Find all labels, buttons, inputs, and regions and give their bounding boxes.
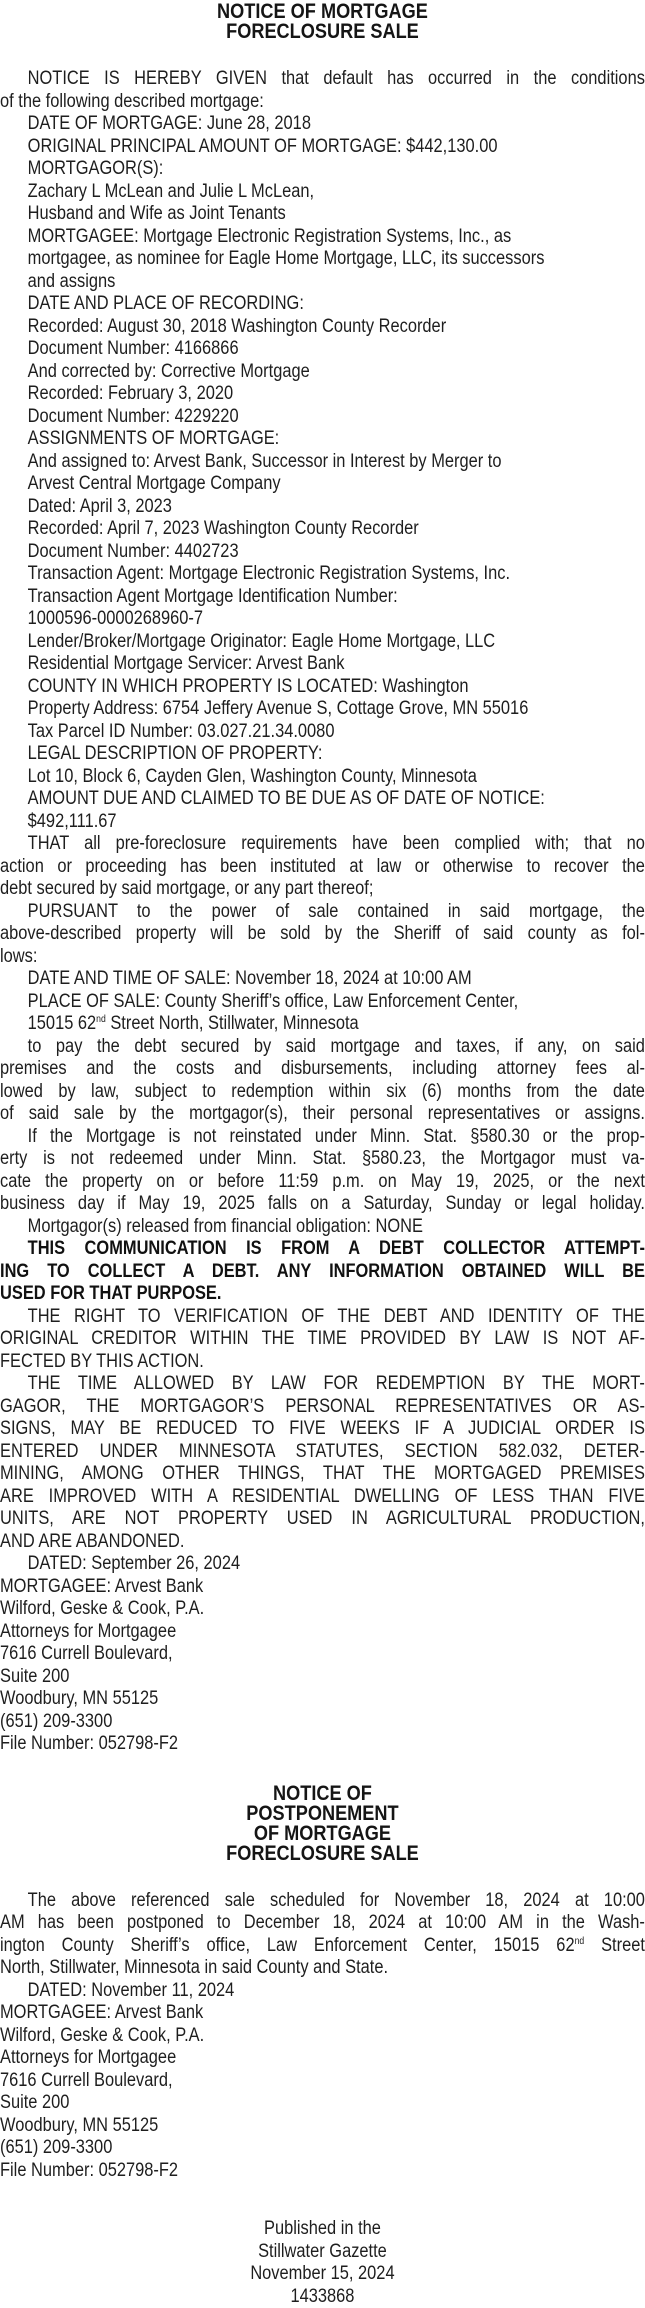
recording-label: DATE AND PLACE OF RECORDING:	[0, 293, 645, 316]
publication-line: Stillwater Gazette	[0, 2241, 645, 2264]
title-line: POSTPONEMENT	[0, 1804, 645, 1824]
verification-line: THE RIGHT TO VERIFICATION OF THE DEBT AND IDENTITY OF THE	[0, 1306, 645, 1329]
debt-collector-line: THIS COMMUNICATION IS FROM A DEBT COLLECTOR ATTEMPT-	[0, 1238, 645, 1261]
recording-line: Recorded: August 30, 2018 Washington County Recorder	[0, 316, 645, 339]
redemption-line: THE TIME ALLOWED BY LAW FOR REDEMPTION BY THE MORT-	[0, 1373, 645, 1396]
pay-debt-line: of said sale by the mortgagor(s), their personal representatives or assigns.	[0, 1103, 645, 1126]
publication-id: 1433868	[0, 2286, 645, 2308]
signature-line: (651) 209-3300	[0, 1711, 645, 1734]
title-line: NOTICE OF	[0, 1784, 645, 1804]
signature-line: Suite 200	[0, 2092, 645, 2115]
recording-line: And corrected by: Corrective Mortgage	[0, 361, 645, 384]
assignment-line: 1000596-0000268960-7	[0, 608, 645, 631]
assignment-line: AMOUNT DUE AND CLAIMED TO BE DUE AS OF DATE OF NOTICE:	[0, 788, 645, 811]
ordinal-suffix: nd	[575, 1936, 585, 1947]
redemption-line: ARE IMPROVED WITH A RESIDENTIAL DWELLING OF LESS THAN FIVE	[0, 1486, 645, 1509]
mortgagors-label: MORTGAGOR(S):	[0, 158, 645, 181]
compliance-line: debt secured by said mortgage, or any part thereof;	[0, 878, 645, 901]
pursuant-line: PURSUANT to the power of sale contained in said mortgage, the	[0, 901, 645, 924]
redemption-line: SIGNS, MAY BE REDUCED TO FIVE WEEKS IF A JUDICIAL ORDER IS	[0, 1418, 645, 1441]
signature-line: Attorneys for Mortgagee	[0, 2047, 645, 2070]
address-number: 15015 62	[28, 1013, 97, 1034]
title-line: FORECLOSURE SALE	[0, 1844, 645, 1864]
postponement-line: North, Stillwater, Minnesota in said County and State.	[0, 1957, 645, 1980]
mortgagor-line: Husband and Wife as Joint Tenants	[0, 203, 645, 226]
signature-line: Wilford, Geske & Cook, P.A.	[0, 1598, 645, 1621]
notice-title	[0, 2, 645, 42]
signature-line: 7616 Currell Boulevard,	[0, 2070, 645, 2093]
sale-place: PLACE OF SALE: County Sheriff’s office, Law Enforcement Center,	[0, 991, 645, 1014]
assignments-label: ASSIGNMENTS OF MORTGAGE:	[0, 428, 645, 451]
assignment-line: And assigned to: Arvest Bank, Successor in Interest by Merger to	[0, 451, 645, 474]
debt-collector-line: USED FOR THAT PURPOSE.	[0, 1283, 645, 1306]
sale-address	[0, 1013, 645, 1036]
intro-line: of the following described mortgage:	[0, 91, 645, 114]
vacate-line: business day if May 19, 2025 falls on a Saturday, Sunday or legal holiday.	[0, 1193, 645, 1216]
redemption-line: ENTERED UNDER MINNESOTA STATUTES, SECTION 582.032, DETER-	[0, 1441, 645, 1464]
redemption-line: MINING, AMONG OTHER THINGS, THAT THE MORTGAGED PREMISES	[0, 1463, 645, 1486]
verification-line: ORIGINAL CREDITOR WITHIN THE TIME PROVIDED BY LAW IS NOT AF-	[0, 1328, 645, 1351]
recording-line: Document Number: 4229220	[0, 406, 645, 429]
postponement-line: The above referenced sale scheduled for November 18, 2024 at 10:00	[0, 1890, 645, 1913]
recording-line: Recorded: February 3, 2020	[0, 383, 645, 406]
title-line: OF MORTGAGE	[0, 1824, 645, 1844]
address-street: Street North, Stillwater, Minnesota	[106, 1013, 359, 1034]
signature-line: Attorneys for Mortgagee	[0, 1621, 645, 1644]
postponement-line: AM has been postponed to December 18, 2024 at 10:00 AM in the Wash-	[0, 1912, 645, 1935]
intro-line: NOTICE IS HEREBY GIVEN that default has occurred in the conditions	[0, 68, 645, 91]
sale-datetime: DATE AND TIME OF SALE: November 18, 2024 at 10:00 AM	[0, 968, 645, 991]
assignment-line: Lender/Broker/Mortgage Originator: Eagle Home Mortgage, LLC	[0, 631, 645, 654]
assignment-line: Property Address: 6754 Jeffery Avenue S, Cottage Grove, MN 55016	[0, 698, 645, 721]
signature-block	[0, 2002, 645, 2182]
assignment-line: Transaction Agent: Mortgage Electronic Registration Systems, Inc.	[0, 563, 645, 586]
pay-debt-line: to pay the debt secured by said mortgage and taxes, if any, on said	[0, 1036, 645, 1059]
text-segment: Street	[584, 1935, 645, 1956]
verification-line: FECTED BY THIS ACTION.	[0, 1351, 645, 1374]
signature-line: Woodbury, MN 55125	[0, 1688, 645, 1711]
recording-line: Document Number: 4166866	[0, 338, 645, 361]
signature-line: Wilford, Geske & Cook, P.A.	[0, 2025, 645, 2048]
signature-line: (651) 209-3300	[0, 2137, 645, 2160]
file-number: File Number: 052798-F2	[0, 2160, 645, 2183]
signature-line: Woodbury, MN 55125	[0, 2115, 645, 2138]
vacate-line: erty is not redeemed under Minn. Stat. §580.23, the Mortgagor must va-	[0, 1148, 645, 1171]
redemption-line: AND ARE ABANDONED.	[0, 1531, 645, 1554]
title-line: FORECLOSURE SALE	[0, 22, 645, 42]
publication-date: November 15, 2024	[0, 2263, 645, 2286]
pursuant-line: above-described property will be sold by the Sheriff of said county as fol-	[0, 923, 645, 946]
signature-line: MORTGAGEE: Arvest Bank	[0, 1576, 645, 1599]
compliance-line: action or proceeding has been instituted at law or otherwise to recover the	[0, 856, 645, 879]
redemption-line: UNITS, ARE NOT PROPERTY USED IN AGRICULTURAL PRODUCTION,	[0, 1508, 645, 1531]
redemption-line: GAGOR, THE MORTGAGOR’S PERSONAL REPRESENTATIVES OR AS-	[0, 1396, 645, 1419]
original-principal: ORIGINAL PRINCIPAL AMOUNT OF MORTGAGE: $442,130.00	[0, 136, 645, 159]
publication-line: Published in the	[0, 2218, 645, 2241]
assignment-line: Arvest Central Mortgage Company	[0, 473, 645, 496]
debt-collector-line: ING TO COLLECT A DEBT. ANY INFORMATION OBTAINED WILL BE	[0, 1261, 645, 1284]
assignment-line: Tax Parcel ID Number: 03.027.21.34.0080	[0, 721, 645, 744]
date-of-mortgage: DATE OF MORTGAGE: June 28, 2018	[0, 113, 645, 136]
assignment-line: Residential Mortgage Servicer: Arvest Bank	[0, 653, 645, 676]
assignment-line: Dated: April 3, 2023	[0, 496, 645, 519]
assignment-line: Document Number: 4402723	[0, 541, 645, 564]
released-obligation: Mortgagor(s) released from financial obligation: NONE	[0, 1216, 645, 1239]
notice-body	[0, 68, 645, 1756]
signature-line: Suite 200	[0, 1666, 645, 1689]
postponement-line	[0, 1935, 645, 1958]
signature-block	[0, 1576, 645, 1756]
text-segment: ington County Sheriff’s office, Law Enforcement Center, 15015 62	[0, 1935, 575, 1956]
pursuant-line: lows:	[0, 946, 645, 969]
mortgagor-line: Zachary L McLean and Julie L McLean,	[0, 181, 645, 204]
vacate-line: cate the property on or before 11:59 p.m. on May 19, 2025, or the next	[0, 1171, 645, 1194]
pay-debt-line: premises and the costs and disbursements, including attorney fees al-	[0, 1058, 645, 1081]
signature-line: 7616 Currell Boulevard,	[0, 1643, 645, 1666]
file-number: File Number: 052798-F2	[0, 1733, 645, 1756]
mortgagee-line: mortgagee, as nominee for Eagle Home Mortgage, LLC, its successors	[0, 248, 645, 271]
signature-line: MORTGAGEE: Arvest Bank	[0, 2002, 645, 2025]
assignment-line: COUNTY IN WHICH PROPERTY IS LOCATED: Washington	[0, 676, 645, 699]
ordinal-suffix: nd	[96, 1014, 106, 1025]
mortgagee-line: and assigns	[0, 271, 645, 294]
dated: DATED: November 11, 2024	[0, 1980, 645, 2003]
title-line: NOTICE OF MORTGAGE	[0, 2, 645, 22]
postponement-title	[0, 1784, 645, 1864]
amount-due: $492,111.67	[0, 811, 645, 834]
vacate-line: If the Mortgage is not reinstated under Minn. Stat. §580.30 or the prop-	[0, 1126, 645, 1149]
assignment-line: Recorded: April 7, 2023 Washington County Recorder	[0, 518, 645, 541]
postponement-body	[0, 1890, 645, 2183]
assignment-line: Lot 10, Block 6, Cayden Glen, Washington County, Minnesota	[0, 766, 645, 789]
assignment-line: LEGAL DESCRIPTION OF PROPERTY:	[0, 743, 645, 766]
compliance-line: THAT all pre-foreclosure requirements have been complied with; that no	[0, 833, 645, 856]
assignment-line: Transaction Agent Mortgage Identification Number:	[0, 586, 645, 609]
dated: DATED: September 26, 2024	[0, 1553, 645, 1576]
pay-debt-line: lowed by law, subject to redemption within six (6) months from the date	[0, 1081, 645, 1104]
publication-info	[0, 2218, 645, 2308]
mortgagee-line: MORTGAGEE: Mortgage Electronic Registration Systems, Inc., as	[0, 226, 645, 249]
